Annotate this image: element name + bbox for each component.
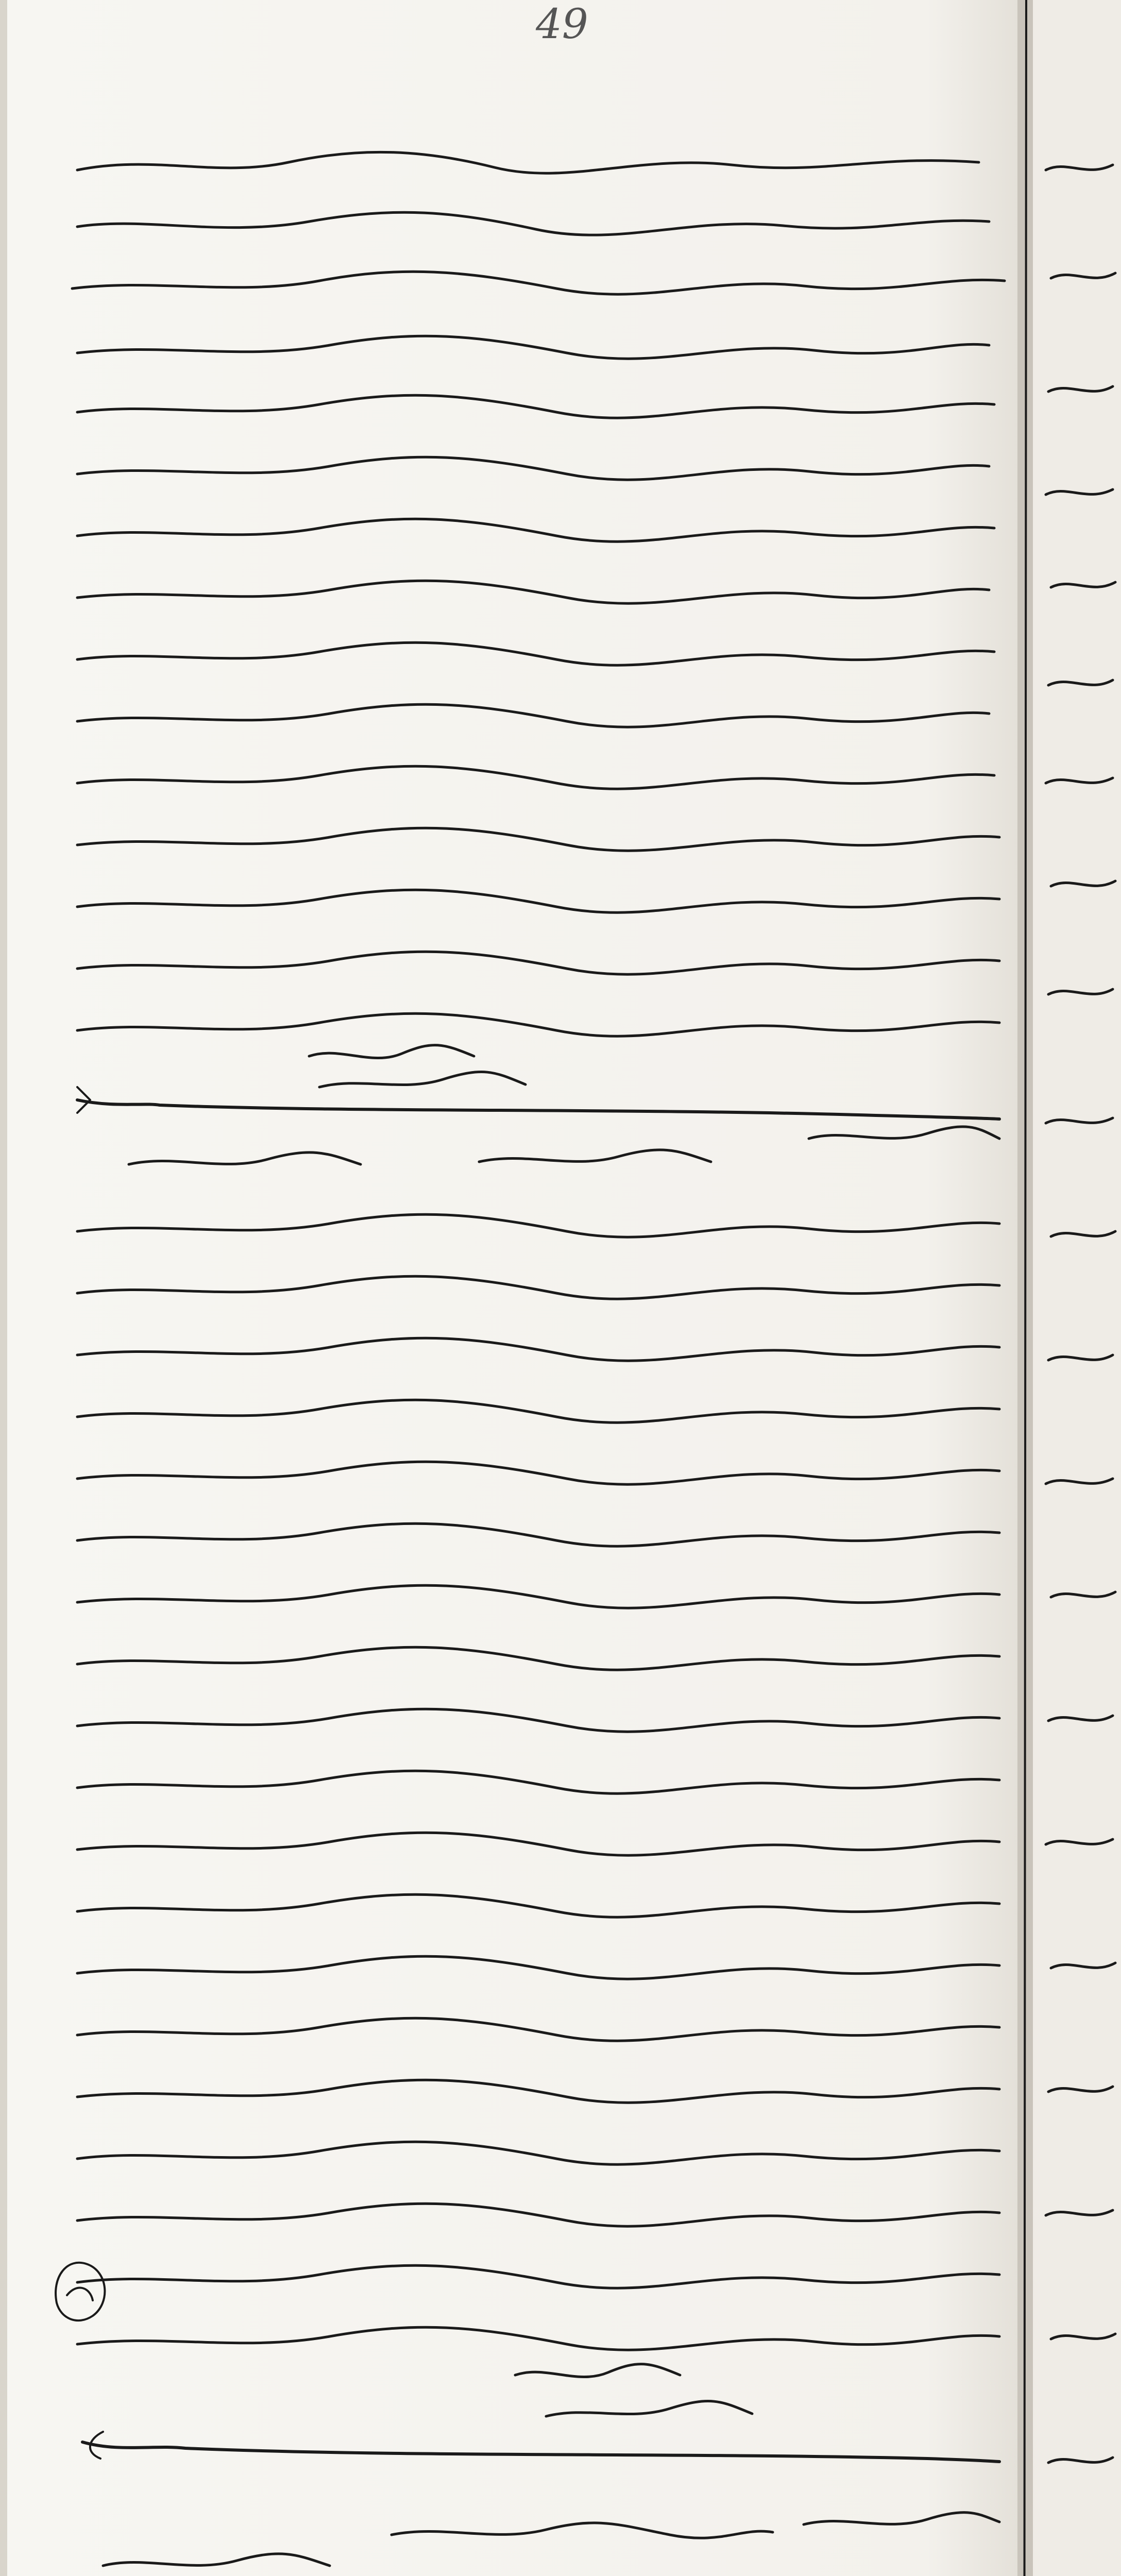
right-facing-leaf bbox=[1033, 0, 1121, 2576]
page-number: 49 bbox=[536, 0, 588, 48]
left-edge-shadow bbox=[0, 0, 7, 2576]
